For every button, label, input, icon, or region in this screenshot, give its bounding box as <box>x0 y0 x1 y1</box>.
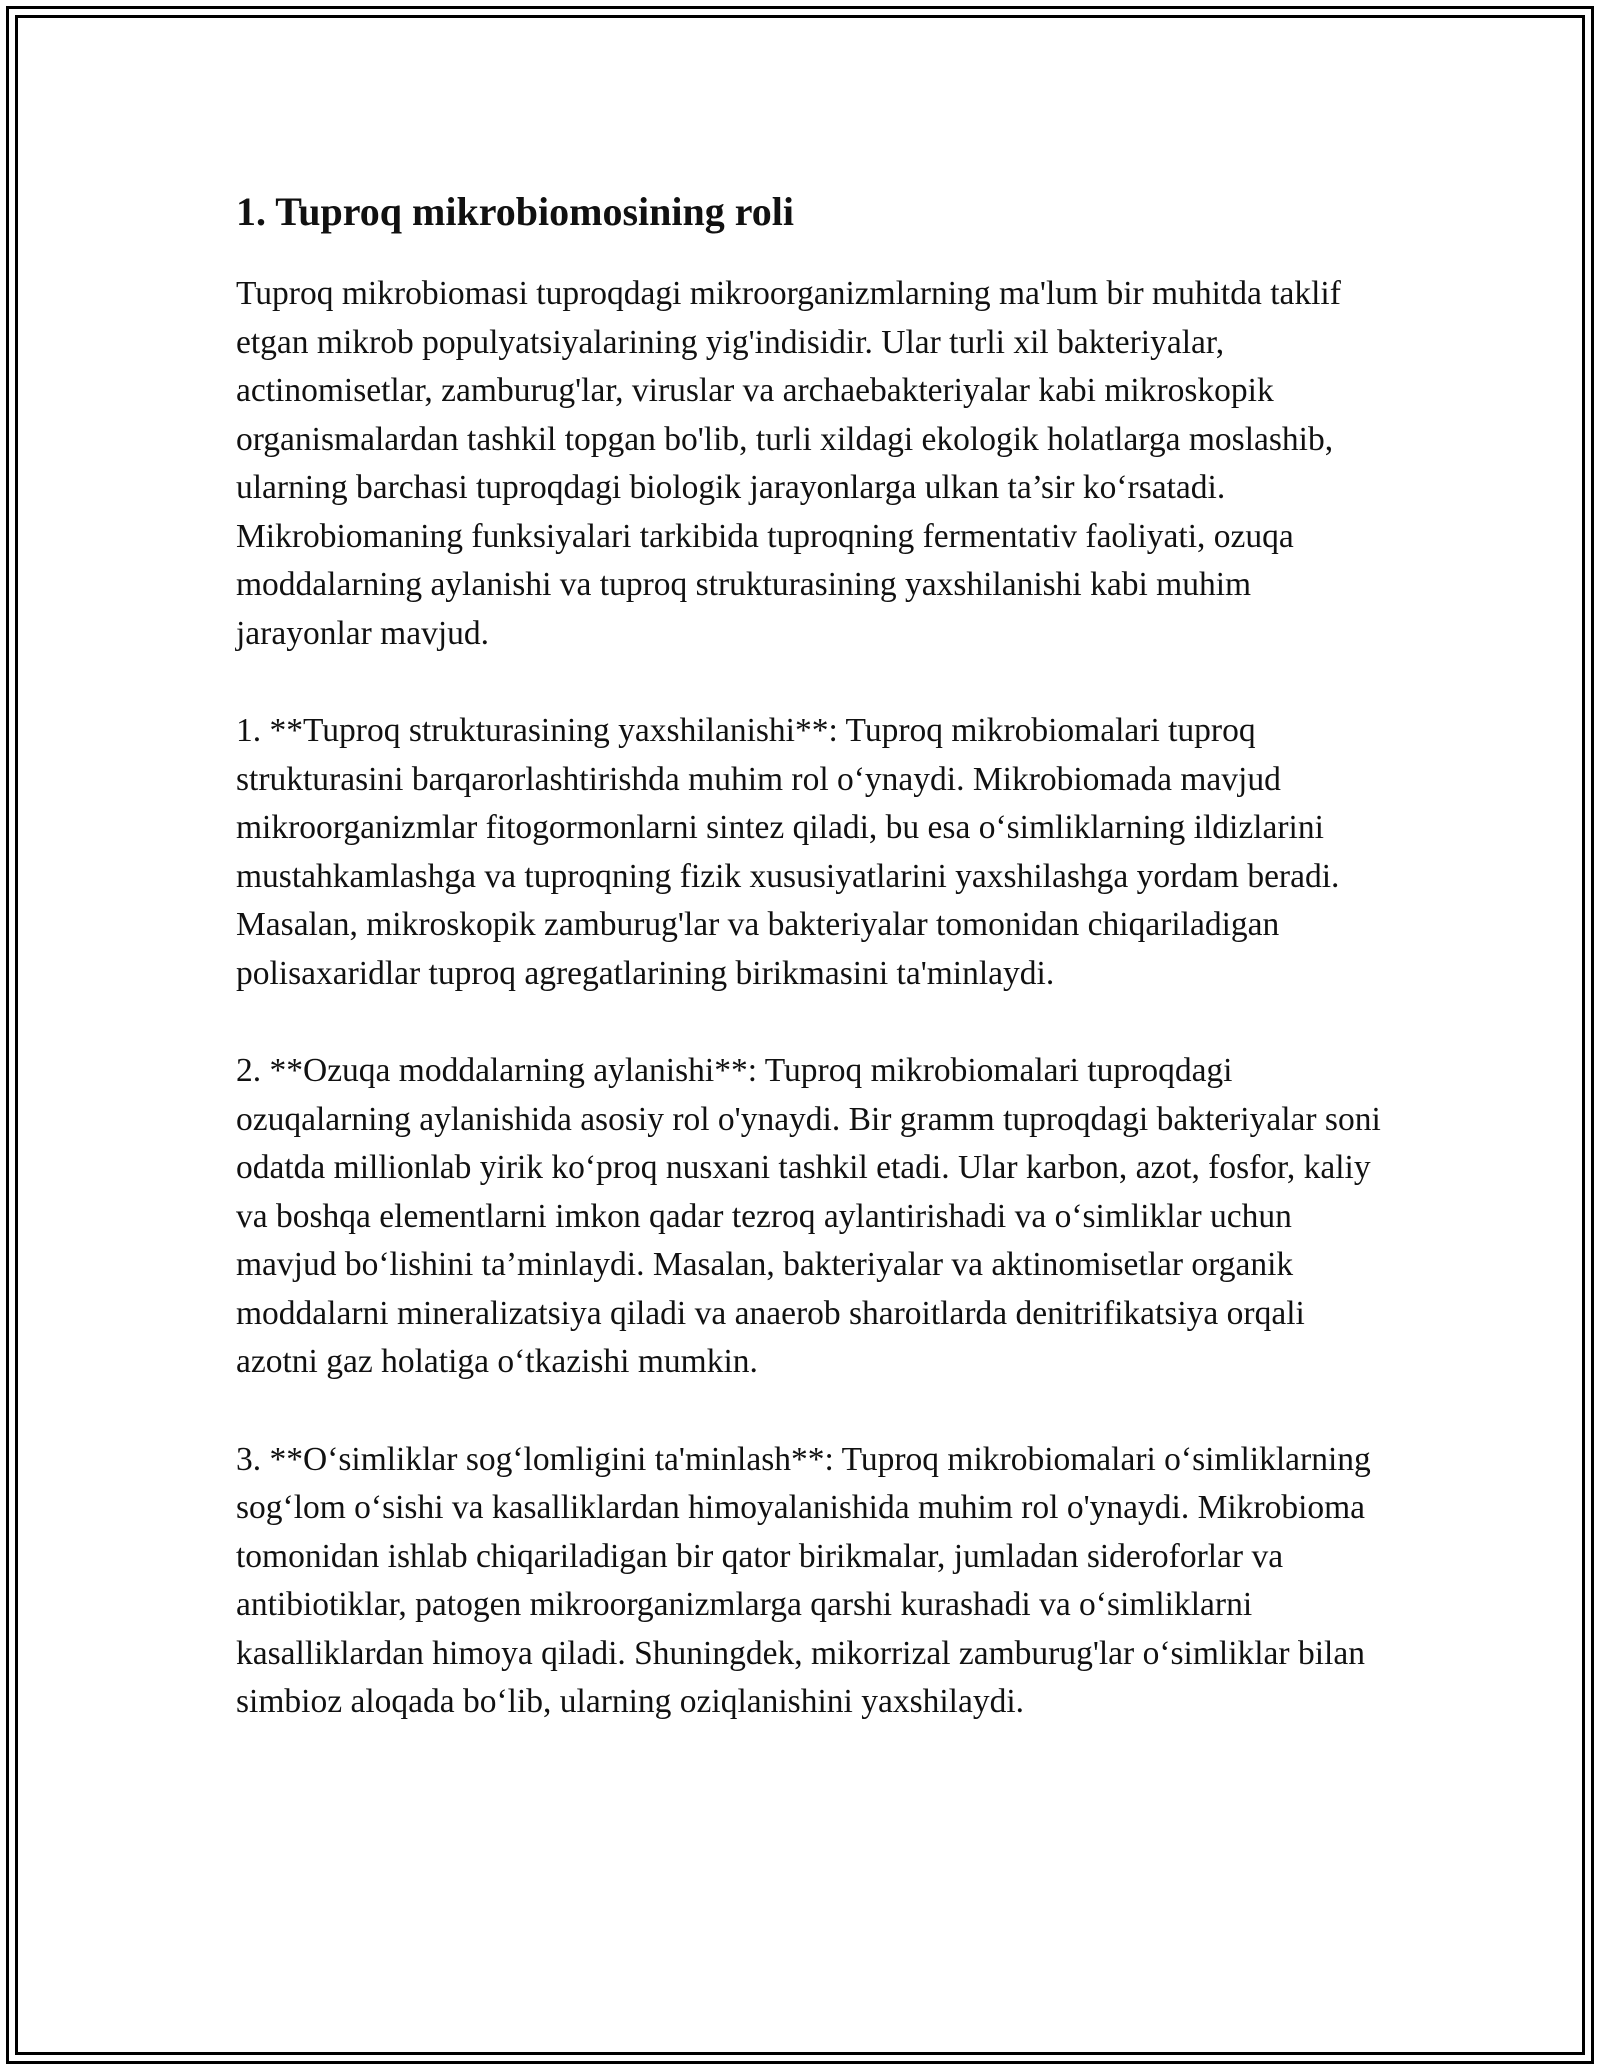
paragraph-plant-health: 3. **O‘simliklar sog‘lomligini ta'minlash**: Tuproq mikrobiomalari o‘simliklarning sog‘lom o‘sishi va kasalliklardan himoyalanishida muhim rol o'ynaydi. Mikrobioma tomonidan ishlab chiqariladigan bir qator birikmalar, jumladan sideroforlar va antibiotiklar, patogen mikroorganizmlarga qarshi kurashadi va o‘simliklarni kasalliklardan himoya qiladi. Shuningdek, mikorrizal zamburug'lar o‘simliklar bilan simbioz aloqada bo‘lib, ularning oziqlanishini yaxshilaydi. <box>236 1440 1371 1720</box>
document-body <box>236 184 1386 1776</box>
paragraph-soil-structure: 1. **Tuproq strukturasining yaxshilanishi**: Tuproq mikrobiomalari tuproq strukturasini barqarorlashtirishda muhim rol o‘ynaydi. Mikrobiomada mavjud mikroorganizmlar fitogormonlarni sintez qiladi, bu esa o‘simliklarning ildizlarini mustahkamlashga va tuproqning fizik xususiyatlarini yaxshilashga yordam beradi. Masalan, mikroskopik zamburug'lar va bakteriyalar tomonidan chiqariladigan polisaxaridlar tuproq agregatlarining birikmasini ta'minlaydi. <box>236 712 1340 992</box>
paragraph-nutrient-cycling: 2. **Ozuqa moddalarning aylanishi**: Tuproq mikrobiomalari tuproqdagi ozuqalarning aylanishida asosiy rol o'ynaydi. Bir gramm tuproqdagi bakteriyalar soni odatda millionlab yirik ko‘proq nusxani tashkil etadi. Ular karbon, azot, fosfor, kaliy va boshqa elementlarni imkon qadar tezroq aylantirishadi va o‘simliklar uchun mavjud bo‘lishini ta’minlaydi. Masalan, bakteriyalar va aktinomisetlar organik moddalarni mineralizatsiya qiladi va anaerob sharoitlarda denitrifikatsiya orqali azotni gaz holatiga o‘tkazishi mumkin. <box>236 1052 1381 1380</box>
section-heading: 1. Tuproq mikrobiomosining roli <box>236 189 794 234</box>
intro-paragraph: Tuproq mikrobiomasi tuproqdagi mikroorganizmlarning ma'lum bir muhitda taklif etgan mikrob populyatsiyalarining yig'indisidir. Ular turli xil bakteriyalar, actinomisetlar, zamburug'lar, viruslar va archaebakteriyalar kabi mikroskopik organismalardan tashkil topgan bo'lib, turli xildagi ekologik holatlarga moslashib, ularning barchasi tuproqdagi biologik jarayonlarga ulkan ta’sir ko‘rsatadi. Mikrobiomaning funksiyalari tarkibida tuproqning fermentativ faoliyati, ozuqa moddalarning aylanishi va tuproq strukturasining yaxshilanishi kabi muhim jarayonlar mavjud. <box>236 275 1341 652</box>
